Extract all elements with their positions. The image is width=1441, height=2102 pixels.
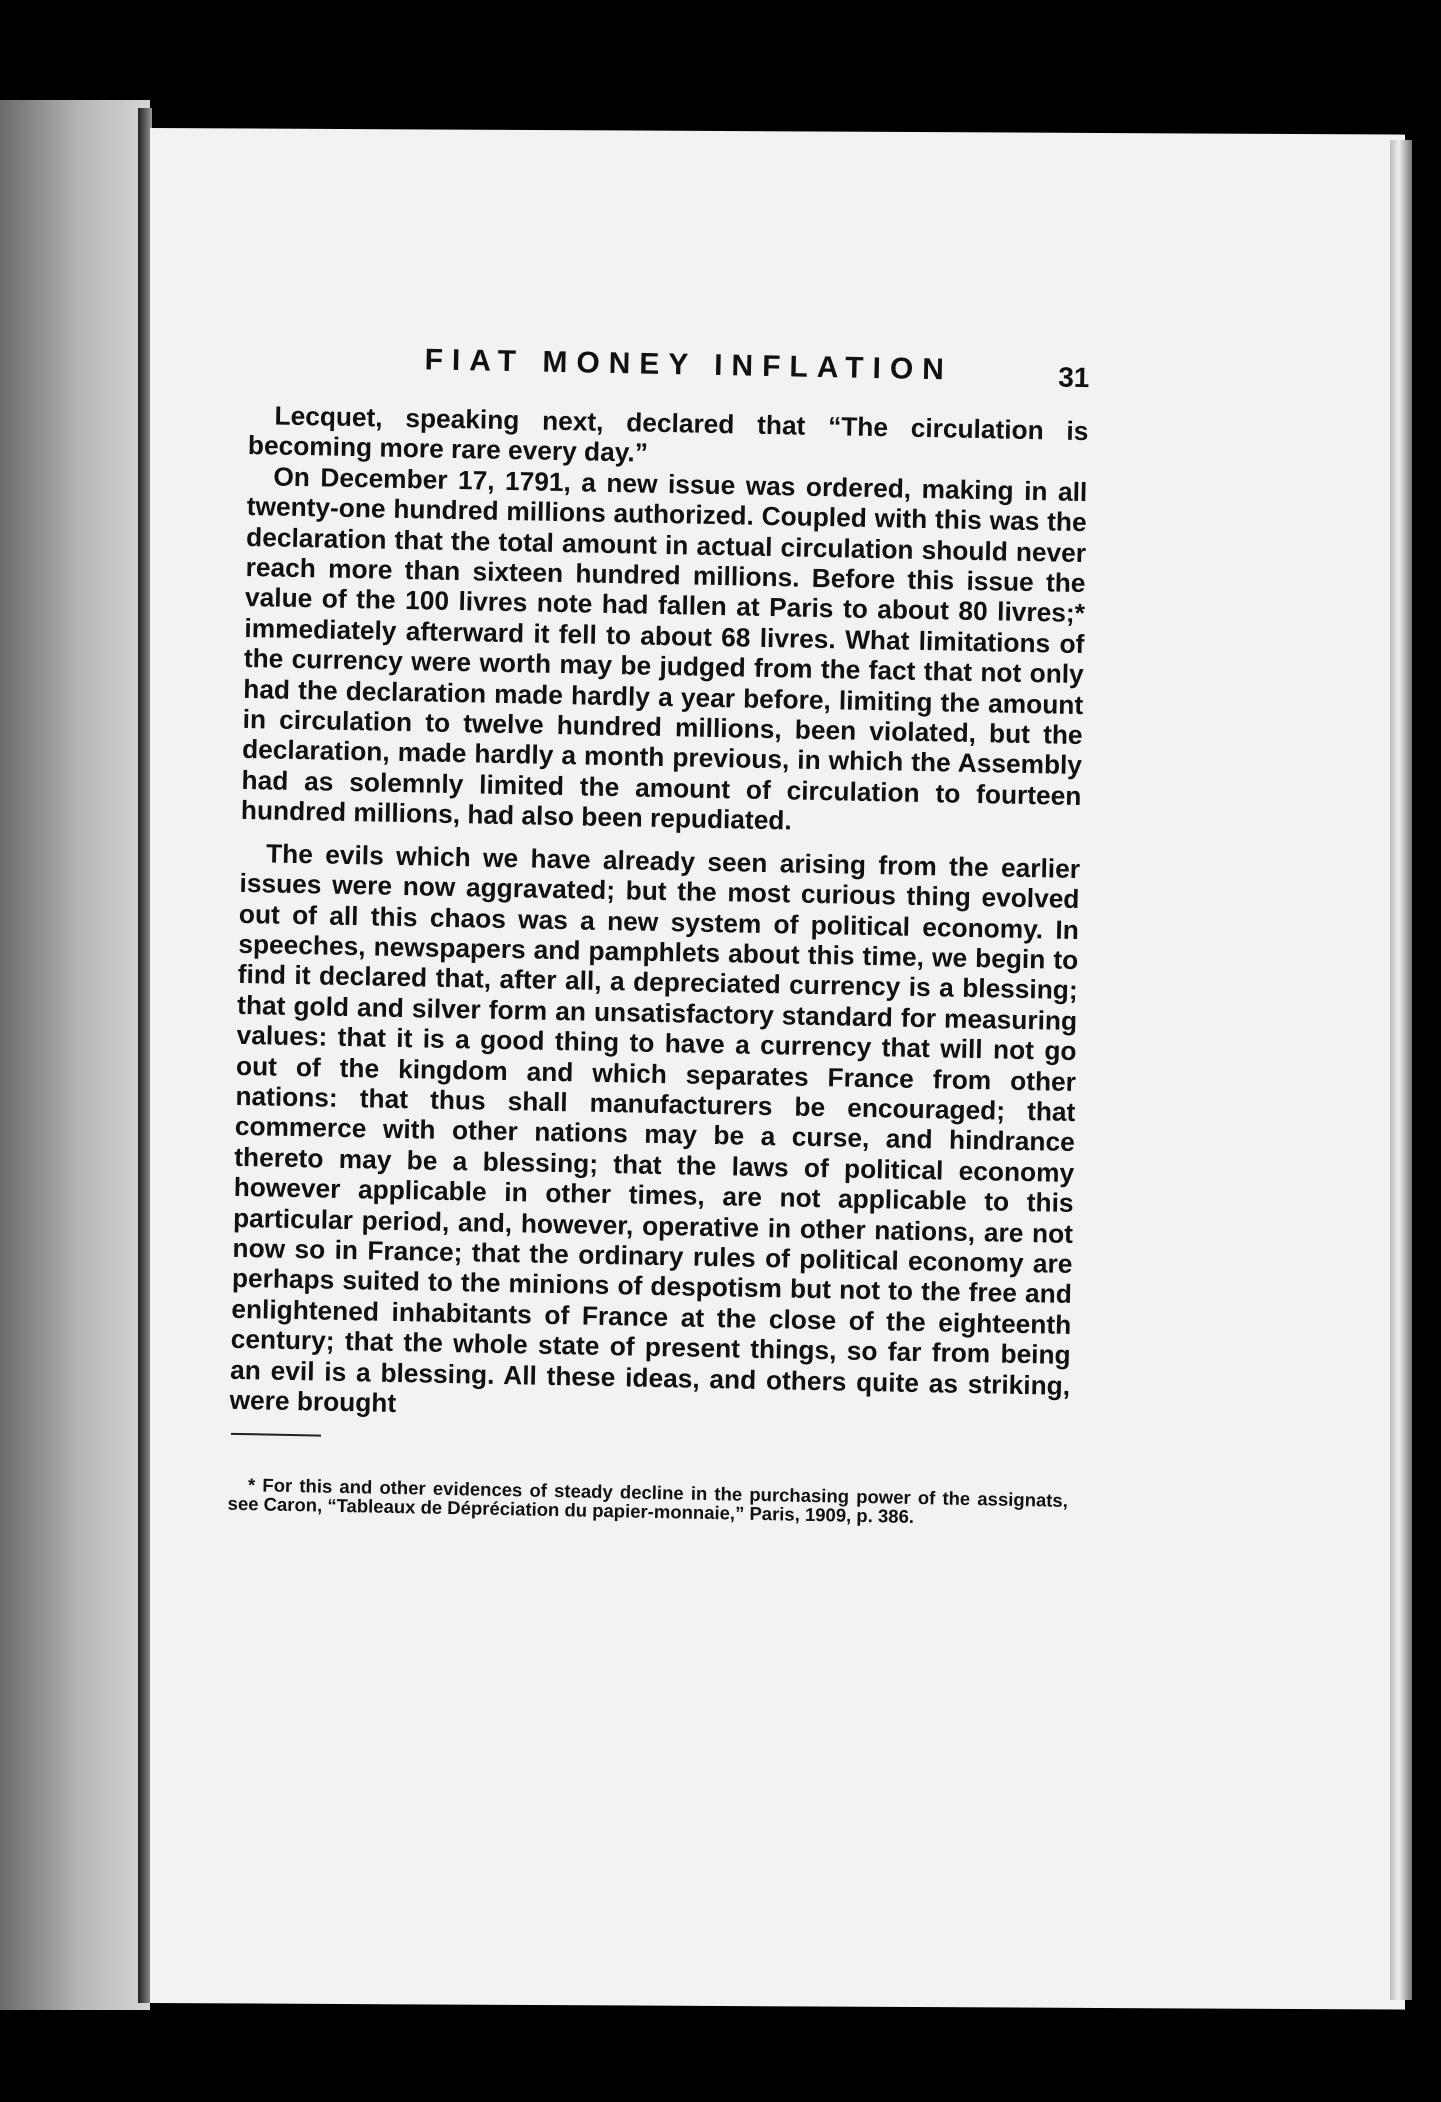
page-edge — [1390, 140, 1412, 2000]
page-number: 31 — [1057, 361, 1090, 394]
text-block — [227, 340, 1090, 1548]
paragraph-1: Lecquet, speaking next, declared that “The circulation is becoming more rare every day.” — [247, 400, 1089, 469]
paragraph-3: The evils which we have already seen arising from the earlier issues were now aggravated; but the most curious thing evolved out of all this chaos was a new system of political economy. In speeches, newspapers and pamphlets about this time, we begin to find it declared that, after all, a depreciated currency is a blessing; that gold and silver form an unsatisfactory standard for measuring values: that it is a good thing to have a currency that will not go out of the kingdom and which separates France from other nations: that thus shall manufacturers be encouraged; that commerce with other nations may be a curse, and hindrance thereto may be a blessing; that the laws of political economy however applicable in other times, are not applicable to this particular period, and, however, operative in other nations, are not now so in France; that the ordinary rules of political economy are perhaps suited to the minions of despotism but not to the free and enlightened inhabitants of France at the close of the eighteenth century; that the whole state of present things, so far from being an evil is a blessing. All these ideas, and others quite as striking, were brought — [229, 838, 1081, 1418]
footnote: * For this and other evidences of steady decline in the purchasing power of the assignats, see Caron, “Tableaux de Dépréciation du papier-monnaie,” Paris, 1909, p. 386. — [227, 1474, 1069, 1528]
left-page-edge — [0, 100, 150, 2010]
footnote-rule — [231, 1433, 321, 1437]
running-head-title: FIAT MONEY INFLATION — [424, 343, 954, 387]
paragraph-2: On December 17, 1791, a new issue was ordered, making in all twenty-one hundred millions authorized. Coupled with this was the declaration that the total amount in actual circulation should never reach more than sixteen hundred millions. Before this issue the value of the 100 livres note had fallen at Paris to about 80 livres;* immediately afterward it fell to about 68 livres. What limitations of the currency were worth may be judged from the fact that not only had the declaration made hardly a year before, limiting the amount in circulation to twelve hundred millions, been violated, but the declaration, made hardly a month previous, in which the Assembly had as solemnly limited the amount of circulation to fourteen hundred millions, had also been repudiated. — [240, 461, 1088, 836]
